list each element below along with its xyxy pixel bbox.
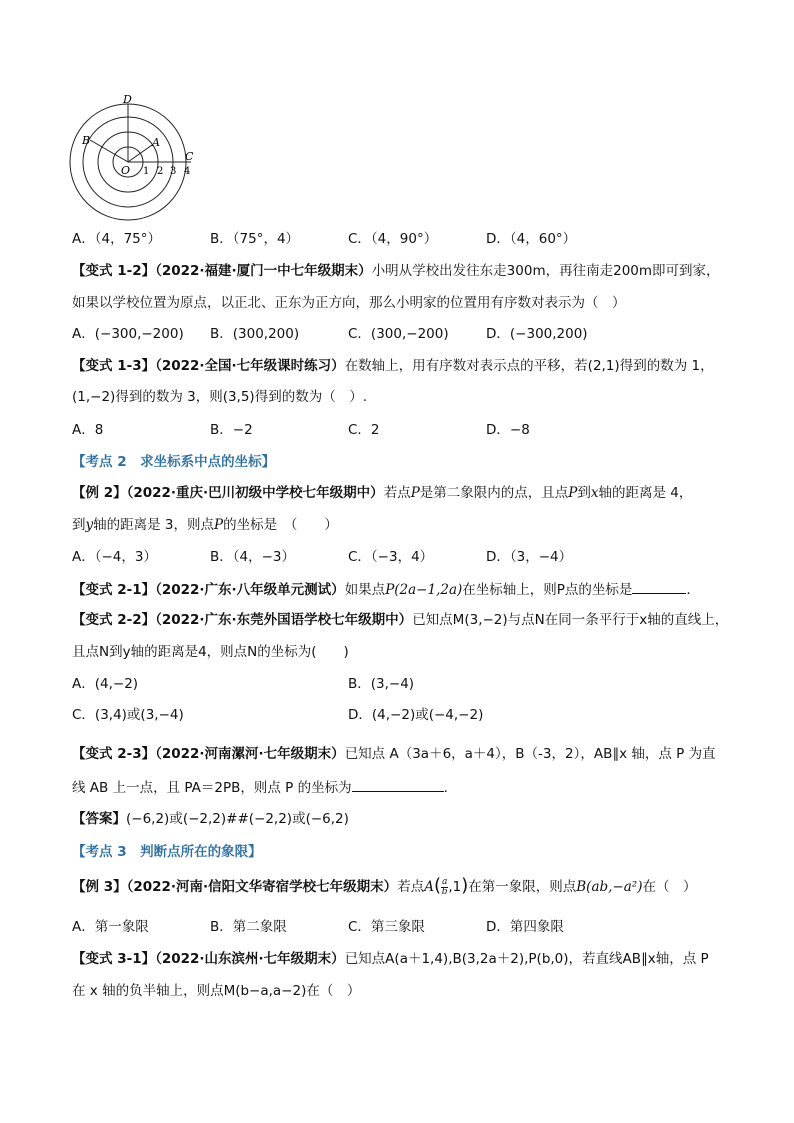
q21-text-a: 如果点	[344, 582, 386, 598]
q12-tag: 【变式 1-2】	[72, 263, 156, 279]
ex2-text1a: 若点	[383, 485, 411, 501]
q11-option-b[interactable]: B．（75°，4）	[210, 231, 300, 247]
ex3-line1	[72, 877, 696, 897]
ex2-text1b: 是第二象限内的点，且点	[419, 485, 569, 501]
ex2-source: （2022·重庆·巴川初级中学校七年级期中）	[126, 485, 384, 501]
q12-option-a[interactable]: A．(−300,−200)	[72, 326, 184, 342]
q23-end: .	[443, 780, 448, 796]
q12-line1	[72, 262, 720, 280]
ex2-var-p: P	[410, 485, 420, 501]
q21-expr: P(2a−1,2a)	[385, 582, 463, 598]
ex2-text2b: 轴的距离是 3，则点	[93, 517, 215, 533]
q13-line1	[72, 357, 714, 375]
ex2-var-x: x	[590, 485, 599, 501]
q13-option-a[interactable]: A．8	[72, 422, 104, 438]
q23-tag: 【变式 2-3】	[72, 746, 156, 762]
ex3-frac-num: a	[441, 876, 448, 887]
q12-source: （2022·福建·厦门一中七年级期末）	[155, 263, 372, 279]
q31-line2: 在 x 轴的负半轴上，则点M(b−a,a−2)在（ ）	[72, 983, 361, 999]
q23-answer-blank[interactable]	[352, 778, 444, 792]
q11-option-a[interactable]: A．（4，75°）	[72, 231, 162, 247]
q22-option-d[interactable]: D．(4,−2)或(−4,−2)	[348, 707, 484, 723]
q13-option-d[interactable]: D．−8	[486, 422, 530, 438]
ex2-text1d: 轴的距离是 4，	[598, 485, 693, 501]
kaodian-3-title: 【考点 3 判断点所在的象限】	[72, 844, 262, 860]
ex3-var-a: A	[424, 879, 434, 895]
ex2-text1c: 到	[577, 485, 591, 501]
q31-text1: 已知点A(a＋1,4),B(3,2a＋2),P(b,0)，若直线AB∥x轴，点 P	[344, 951, 709, 967]
label-2: 2	[157, 166, 164, 177]
q23-text1: 已知点 A（3a＋6，a＋4），B（-3，2），AB∥x 轴，点 P 为直	[344, 746, 716, 762]
ex2-line1	[72, 484, 692, 502]
q22-line2: 且点N到y轴的距离是4，则点N的坐标为( )	[72, 644, 349, 660]
q23-answer-line	[72, 810, 349, 828]
q22-option-a[interactable]: A．(4,−2)	[72, 676, 139, 692]
label-a: A	[152, 136, 160, 149]
polar-figure	[66, 92, 206, 222]
ex2-tag: 【例 2】	[72, 485, 127, 501]
q13-option-c[interactable]: C．2	[348, 422, 380, 438]
label-b: B	[82, 134, 91, 147]
ex2-option-d[interactable]: D．（3，−4）	[486, 549, 573, 565]
q12-text1: 小明从学校出发往东走300m，再往南走200m即可到家，	[371, 263, 720, 279]
label-1: 1	[143, 166, 150, 177]
q23-answer: (−6,2)或(−2,2)##(−2,2)或(−6,2)	[126, 811, 349, 827]
ex2-option-a[interactable]: A．（−4，3）	[72, 549, 157, 565]
q21-answer-blank[interactable]	[632, 580, 686, 594]
q12-option-d[interactable]: D．(−300,200)	[486, 326, 588, 342]
ex3-option-a[interactable]: A．第一象限	[72, 919, 149, 935]
label-4: 4	[184, 166, 191, 177]
q21-line	[72, 580, 691, 599]
ex3-source: （2022·河南·信阳文华寄宿学校七年级期末）	[126, 879, 398, 895]
ex3-option-c[interactable]: C．第三象限	[348, 919, 425, 935]
q22-text1: 已知点M(3,−2)与点N在同一条平行于x轴的直线上，	[412, 612, 729, 628]
q21-source: （2022·广东·八年级单元测试）	[155, 582, 345, 598]
label-o: O	[121, 164, 131, 177]
q12-line2: 如果以学校位置为原点，以正北、正东为正方向，那么小明家的位置用有序数对表示为（ ）	[72, 295, 626, 311]
q21-end: .	[686, 582, 691, 598]
ex3-frac-den: b	[441, 886, 448, 897]
ex3-expr: B(ab,−a²)	[576, 879, 643, 895]
ex3-text-c: 在第一象限，则点	[468, 879, 577, 895]
q22-option-c[interactable]: C．(3,4)或(3,−4)	[72, 707, 184, 723]
ex3-option-d[interactable]: D．第四象限	[486, 919, 564, 935]
q13-tag: 【变式 1-3】	[72, 358, 156, 374]
ex3-paren-open: (	[433, 875, 441, 896]
q22-line1	[72, 611, 728, 629]
q31-line1	[72, 950, 709, 968]
ex2-line2	[72, 516, 338, 534]
q13-source: （2022·全国·七年级课时练习）	[155, 358, 345, 374]
q23-text2: 线 AB 上一点，且 PA＝2PB，则点 P 的坐标为	[72, 780, 352, 796]
kaodian-2-title: 【考点 2 求坐标系中点的坐标】	[72, 454, 276, 470]
ex2-var-p3: P	[214, 517, 224, 533]
ex3-text-a: 若点	[397, 879, 425, 895]
label-3: 3	[170, 166, 177, 177]
label-d: D	[123, 93, 132, 106]
q23-answer-tag: 【答案】	[72, 811, 126, 827]
q13-line2: (1,−2)得到的数为 3，则(3,5)得到的数为（ ）.	[72, 389, 367, 405]
ex3-option-b[interactable]: B．第二象限	[210, 919, 287, 935]
q23-line2	[72, 778, 448, 797]
ex3-tag: 【例 3】	[72, 879, 127, 895]
ex3-paren-close: )	[461, 875, 469, 896]
q13-option-b[interactable]: B．−2	[210, 422, 253, 438]
q21-text-b: 在坐标轴上，则P点的坐标是	[462, 582, 633, 598]
q13-text1: 在数轴上，用有序数对表示点的平移，若(2,1)得到的数为 1，	[344, 358, 714, 374]
ex2-text2c: 的坐标是 （ ）	[223, 517, 338, 533]
q12-option-b[interactable]: B．(300,200)	[210, 326, 300, 342]
q31-source: （2022·山东滨州·七年级期末）	[155, 951, 345, 967]
ex2-option-c[interactable]: C．（−3，4）	[348, 549, 434, 565]
q11-option-d[interactable]: D．（4，60°）	[486, 231, 577, 247]
q31-tag: 【变式 3-1】	[72, 951, 156, 967]
ex2-var-p2: P	[568, 485, 578, 501]
label-c: C	[185, 150, 194, 163]
q23-line1	[72, 745, 716, 763]
ex2-option-b[interactable]: B．（4，−3）	[210, 549, 296, 565]
ex2-var-y: y	[85, 517, 94, 533]
q21-tag: 【变式 2-1】	[72, 582, 156, 598]
ray-b	[90, 140, 128, 162]
ex3-text-b: ,1	[448, 879, 462, 895]
q22-tag: 【变式 2-2】	[72, 612, 156, 628]
q12-option-c[interactable]: C．(300,−200)	[348, 326, 449, 342]
q11-option-c[interactable]: C．（4，90°）	[348, 231, 438, 247]
ex3-text-d: 在（ ）	[642, 879, 697, 895]
ex2-text2a: 到	[72, 517, 86, 533]
q22-option-b[interactable]: B．(3,−4)	[348, 676, 415, 692]
q23-source: （2022·河南漯河·七年级期末）	[155, 746, 345, 762]
q22-source: （2022·广东·东莞外国语学校七年级期中）	[155, 612, 413, 628]
